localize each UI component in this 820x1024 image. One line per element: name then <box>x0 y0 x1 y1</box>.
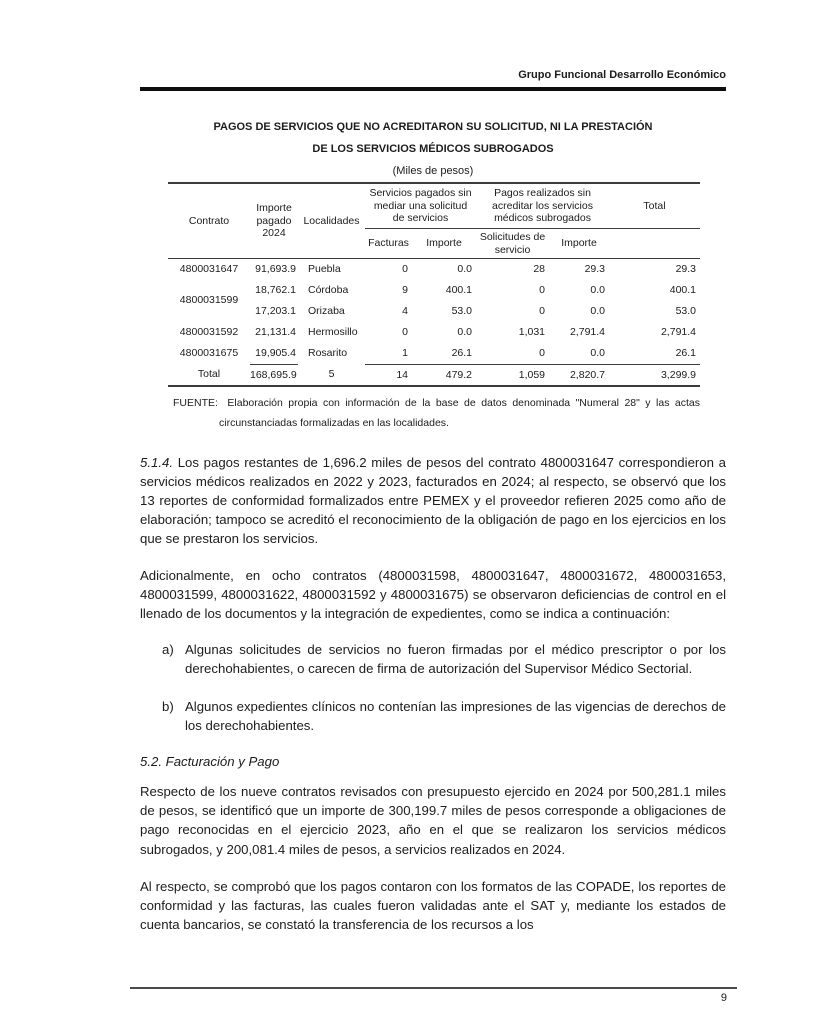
table-row <box>168 259 700 280</box>
paragraph-adicionalmente: Adicionalmente, en ocho contratos (4800031598, 4800031647, 4800031672, 4800031653, 4800031599, 4800031622, 4800031592 y 4800031675) se observaron deficiencias de control en el llenado de los documentos y la integración de expedientes, como se indica a continuación: <box>140 567 726 621</box>
cell-solicitudes: 1,031 <box>518 325 546 338</box>
cell-total: 2,791.4 <box>660 325 697 338</box>
cell-importe-servicios: 0.0 <box>457 263 473 275</box>
table-head <box>168 183 700 259</box>
cell-solicitudes: 28 <box>533 263 546 275</box>
paragraph-al-respecto: Al respecto, se comprobó que los pagos contaron con los formatos de las COPADE, los reportes de conformidad y las facturas, las cuales fueron validadas ante el SAT y, mediante los estados de cuenta bancarios, se constató la transferencia de los recursos a los <box>140 878 726 933</box>
paragraph-respecto: Respecto de los nueve contratos revisados con presupuesto ejercido en 2024 por 500,281.1 miles de pesos, se identificó que un importe de 300,199.7 miles de pesos corresponde a obligaciones de pago reconocidas en el ejercicio 2023, año en el que se realizaron los servicios médicos subrogados, y 200,081.4 miles de pesos, a servicios realizados en 2024. <box>140 783 726 857</box>
footer-rule <box>130 987 737 989</box>
cell-total: 400.1 <box>669 283 697 296</box>
cell-importe-pagado: 17,203.1 <box>255 304 296 317</box>
cell-localidad: Orizaba <box>308 304 345 317</box>
col-header-facturas: Facturas <box>368 237 409 250</box>
cell-contrato: 4800031675 <box>179 347 239 360</box>
table-body <box>168 259 700 386</box>
cell-total-facturas: 14 <box>365 365 412 386</box>
section-heading-52: 5.2. Facturación y Pago <box>140 753 280 769</box>
table-title-line1: PAGOS DE SERVICIOS QUE NO ACREDITARON SU SOLICITUD, NI LA PRESTACIÓN <box>213 120 653 133</box>
cell-facturas: 1 <box>365 343 412 365</box>
cell-solicitudes: 0 <box>476 343 549 365</box>
cell-total-localidades: 5 <box>298 365 365 386</box>
list-item-a <box>140 640 726 678</box>
cell-total-label: Total <box>168 365 250 386</box>
cell-importe-servicios: 26.1 <box>412 343 476 365</box>
cell-importe-pagado: 21,131.4 <box>255 325 296 338</box>
cell-importe-pagado: 18,762.1 <box>255 283 296 296</box>
cell-facturas: 0 <box>402 263 408 275</box>
cell-total: 53.0 <box>675 304 697 317</box>
list-marker-a: a) <box>162 642 174 658</box>
cell-localidad: Hermosillo <box>308 325 358 338</box>
section-number-514: 5.1.4. <box>140 454 173 470</box>
page-content <box>140 0 726 934</box>
cell-importe-pagos: 0.0 <box>549 343 609 365</box>
list-text-a: Algunas solicitudes de servicios no fueron firmadas por el médico prescriptor o por los derechohabientes, o carecen de firma de autorización del Supervisor Médico Sectorial. <box>185 642 726 677</box>
paragraph-514-text: Los pagos restantes de 1,696.2 miles de pesos del contrato 4800031647 correspondieron a servicios médicos realizados en 2022 y 2023, facturados en 2024; al respecto, se observó que los 13 reportes de conformidad formalizados entre PEMEX y el proveedor refieren 2025 como año de elaboración; tampoco se acreditó el reconocimiento de la obligación de pago en los ejercicios en los que se prestaron los servicios. <box>140 454 726 547</box>
cell-importe-pagos: 29.3 <box>584 263 606 275</box>
col-header-contrato: Contrato <box>188 214 230 227</box>
cell-contrato: 4800031599 <box>179 294 239 307</box>
source-text: Elaboración propia con información de la base de datos denominada "Numeral 28" y las actas circunstanciadas formalizadas en las localidades. <box>219 396 700 429</box>
cell-total-importe-pagos: 2,820.7 <box>549 365 609 386</box>
col-header-solicitudes: Solicitudes de servicio <box>479 231 546 256</box>
cell-importe-pagos: 2,791.4 <box>569 325 606 338</box>
source-label: FUENTE: <box>173 396 218 409</box>
cell-importe-pagos: 0.0 <box>590 304 606 317</box>
cell-contrato: 4800031647 <box>179 263 239 275</box>
col-header-total-empty <box>609 229 700 259</box>
cell-total: 29.3 <box>675 263 697 275</box>
col-header-localidades: Localidades <box>303 214 360 227</box>
table-row <box>168 322 700 343</box>
cell-facturas: 0 <box>402 325 408 338</box>
col-header-importe-servicios: Importe <box>426 237 462 250</box>
cell-importe-pagos: 0.0 <box>590 283 606 296</box>
cell-importe-servicios: 400.1 <box>445 283 473 296</box>
cell-localidad: Córdoba <box>308 283 349 296</box>
cell-importe-servicios: 53.0 <box>451 304 473 317</box>
header-rule <box>140 87 726 91</box>
cell-total-total: 3,299.9 <box>609 365 700 386</box>
list-text-b: Algunos expedientes clínicos no contenían las impresiones de las vigencias de derechos de los derechohabientes. <box>185 698 726 733</box>
page-header-label: Grupo Funcional Desarrollo Económico <box>518 69 726 81</box>
table-row <box>168 280 700 301</box>
cell-facturas: 4 <box>402 304 408 317</box>
cell-importe-pagado: 19,905.4 <box>250 343 298 365</box>
table-row <box>168 343 700 365</box>
col-header-importe-pagado: Importe pagado 2024 <box>256 202 292 239</box>
cell-contrato: 4800031592 <box>179 325 239 338</box>
cell-total-solicitudes: 1,059 <box>476 365 549 386</box>
table-units-label: (Miles de pesos) <box>392 164 474 177</box>
source-note <box>173 393 700 433</box>
group-header-pagos: Pagos realizados sin acreditar los servicios médicos subrogados <box>476 183 609 229</box>
payments-table <box>168 182 700 387</box>
cell-localidad: Rosarito <box>308 347 348 360</box>
list-item-b <box>140 697 726 735</box>
col-header-total: Total <box>609 183 700 229</box>
group-header-servicios: Servicios pagados sin mediar una solicitud de servicios <box>365 183 476 229</box>
paragraph-514 <box>140 453 726 549</box>
cell-facturas: 9 <box>402 283 408 296</box>
table-title-line2: DE LOS SERVICIOS MÉDICOS SUBROGADOS <box>312 142 554 155</box>
col-header-importe-pagos: Importe <box>561 237 597 250</box>
cell-total: 26.1 <box>609 343 700 365</box>
cell-importe-servicios: 0.0 <box>457 325 473 338</box>
cell-total-importe-pagado: 168,695.9 <box>250 365 298 386</box>
cell-total-importe-servicios: 479.2 <box>412 365 476 386</box>
page-number: 9 <box>720 992 727 1004</box>
list-marker-b: b) <box>162 698 174 714</box>
cell-importe-pagado: 91,693.9 <box>255 263 296 275</box>
cell-solicitudes: 0 <box>539 304 546 317</box>
cell-solicitudes: 0 <box>539 283 546 296</box>
cell-localidad: Puebla <box>308 263 341 275</box>
table-total-row <box>168 365 700 386</box>
